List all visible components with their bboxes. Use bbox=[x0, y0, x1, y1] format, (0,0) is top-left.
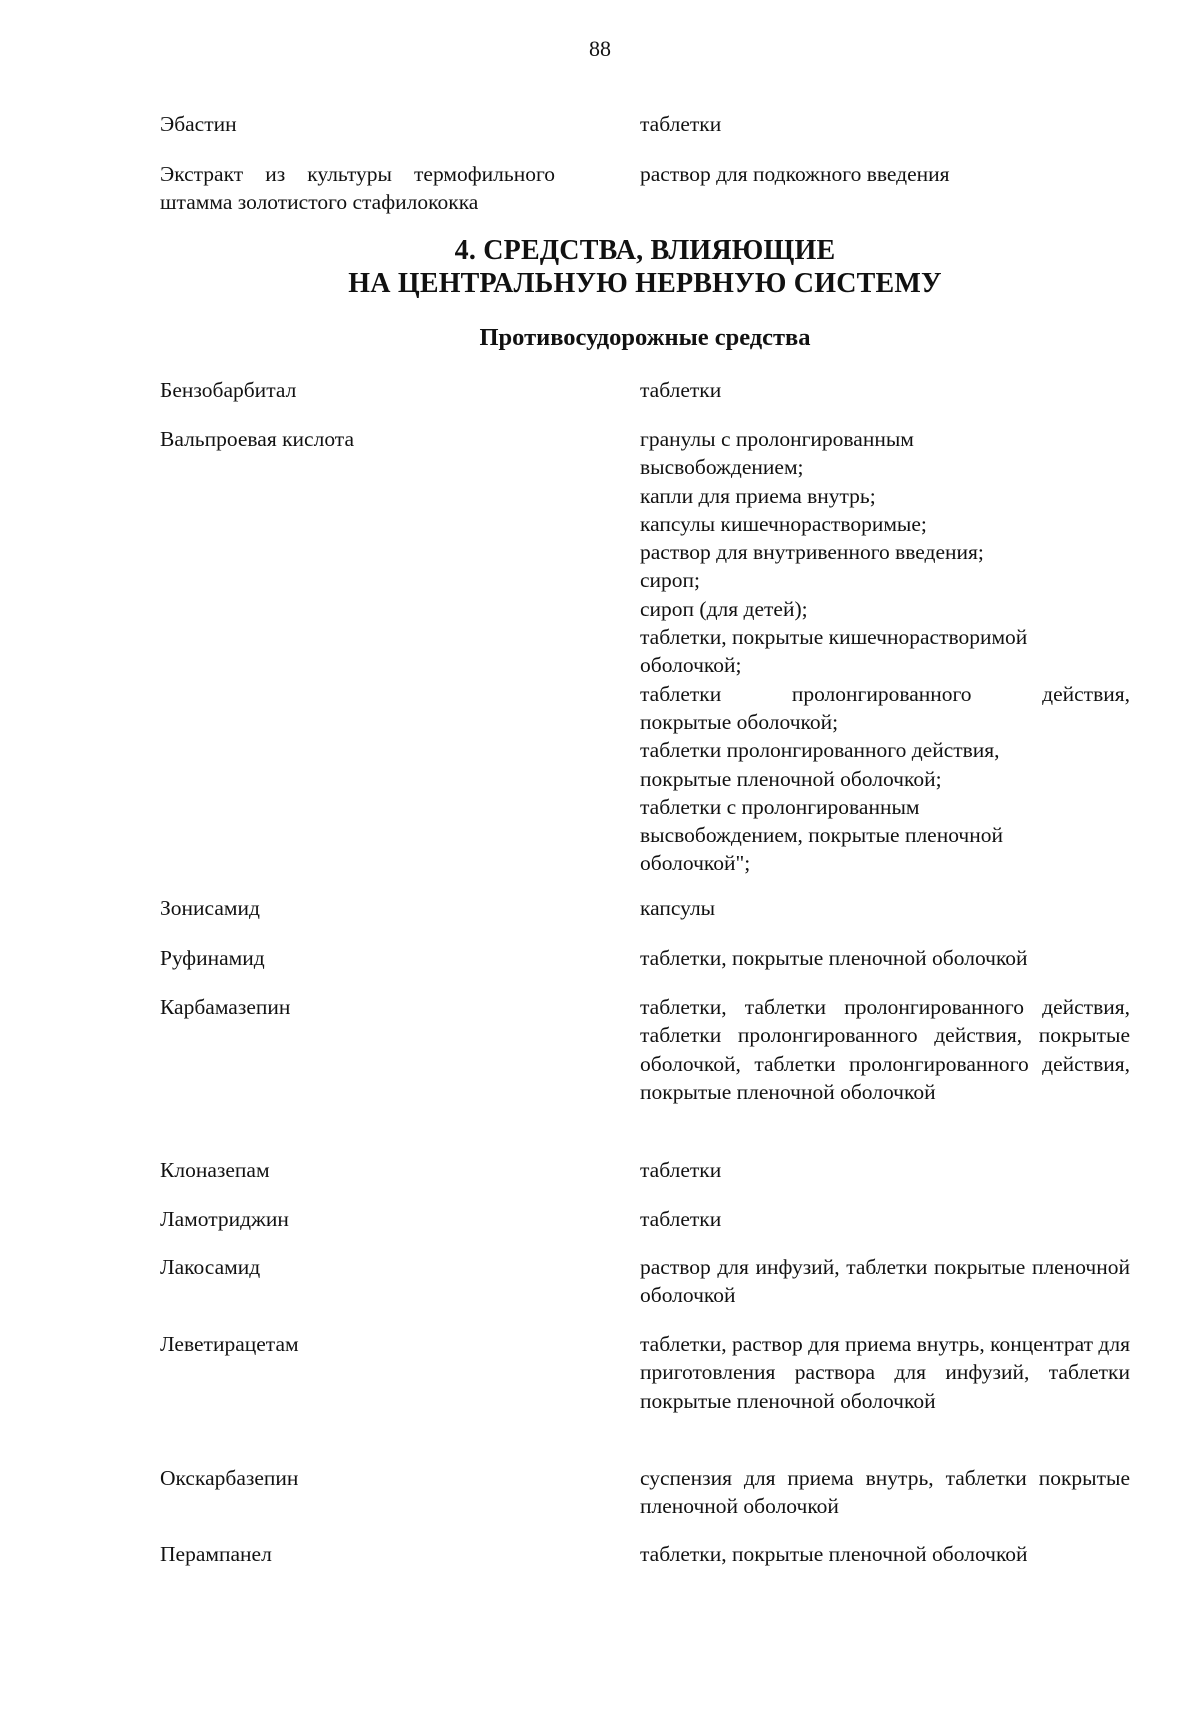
dosage-form: таблетки bbox=[640, 378, 722, 402]
drug-name: Бензобарбитал bbox=[160, 378, 297, 402]
drug-name: Карбамазепин bbox=[160, 995, 291, 1019]
dosage-form-line: покрытые оболочкой; bbox=[640, 709, 839, 734]
dosage-form: раствор для подкожного введения bbox=[640, 162, 950, 186]
section-title-line: 4. СРЕДСТВА, ВЛИЯЮЩИЕ bbox=[454, 235, 836, 266]
dosage-form-line: капсулы кишечнорастворимые; bbox=[640, 511, 927, 536]
dosage-form-line: таблетки с пролонгированным bbox=[640, 794, 920, 819]
dosage-form-line: оболочкой"; bbox=[640, 851, 751, 876]
dosage-form-line: покрытые пленочной оболочкой; bbox=[640, 766, 942, 791]
dosage-form: суспензия для приема внутрь, таблетки покрытые пленочной оболочкой bbox=[640, 1466, 1130, 1519]
drug-name: Зонисамид bbox=[160, 896, 260, 920]
dosage-form bbox=[640, 425, 1130, 878]
section-title bbox=[0, 234, 1200, 300]
drug-name: Клоназепам bbox=[160, 1158, 270, 1182]
dosage-form-line: капли для приема внутрь; bbox=[640, 483, 876, 508]
dosage-form-line: гранулы с пролонгированным bbox=[640, 427, 914, 451]
drug-name: Эбастин bbox=[160, 112, 237, 136]
subsection-title: Противосудорожные средства bbox=[479, 324, 811, 351]
drug-name: Вальпроевая кислота bbox=[160, 427, 354, 451]
drug-name bbox=[160, 160, 555, 217]
dosage-form: таблетки, раствор для приема внутрь, концентрат для приготовления раствора для инфузий, таблетки покрытые пленочной оболочкой bbox=[640, 1332, 1130, 1413]
drug-name: Перампанел bbox=[160, 1542, 272, 1566]
dosage-form-line: высвобождением, покрытые пленочной bbox=[640, 823, 1004, 848]
dosage-form-line: оболочкой; bbox=[640, 653, 742, 678]
drug-name: Ламотриджин bbox=[160, 1207, 289, 1231]
dosage-form: таблетки, покрытые пленочной оболочкой bbox=[640, 1542, 1028, 1566]
dosage-form-line: сироп; bbox=[640, 568, 701, 593]
dosage-form: таблетки bbox=[640, 112, 722, 136]
dosage-form-line: раствор для внутривенного введения; bbox=[640, 540, 984, 565]
page-number: 88 bbox=[589, 36, 611, 61]
dosage-form: раствор для инфузий, таблетки покрытые пленочной оболочкой bbox=[640, 1255, 1130, 1308]
dosage-form: таблетки, таблетки пролонгированного действия, таблетки пролонгированного действия, покрытые оболочкой, таблетки пролонгированного действия, покрытые пленочной оболочкой bbox=[640, 995, 1130, 1104]
dosage-form: таблетки bbox=[640, 1207, 722, 1231]
dosage-form-line: высвобождением; bbox=[640, 455, 804, 480]
dosage-form-line: таблетки пролонгированного действия, bbox=[640, 681, 1130, 706]
dosage-form-line: таблетки, покрытые кишечнорастворимой bbox=[640, 625, 1028, 650]
dosage-form-line: таблетки пролонгированного действия, bbox=[640, 738, 1000, 763]
drug-name-line: Экстракт из культуры термофильного bbox=[160, 162, 555, 186]
section-title-line: НА ЦЕНТРАЛЬНУЮ НЕРВНУЮ СИСТЕМУ bbox=[348, 268, 942, 299]
drug-name: Руфинамид bbox=[160, 946, 265, 970]
drug-name: Леветирацетам bbox=[160, 1332, 299, 1356]
dosage-form-line: сироп (для детей); bbox=[640, 596, 808, 621]
drug-name-line: штамма золотистого стафилококка bbox=[160, 190, 479, 215]
dosage-form: таблетки, покрытые пленочной оболочкой bbox=[640, 946, 1028, 970]
drug-name: Лакосамид bbox=[160, 1255, 261, 1279]
drug-name: Окскарбазепин bbox=[160, 1466, 299, 1490]
dosage-form: таблетки bbox=[640, 1158, 722, 1182]
dosage-form: капсулы bbox=[640, 896, 716, 920]
